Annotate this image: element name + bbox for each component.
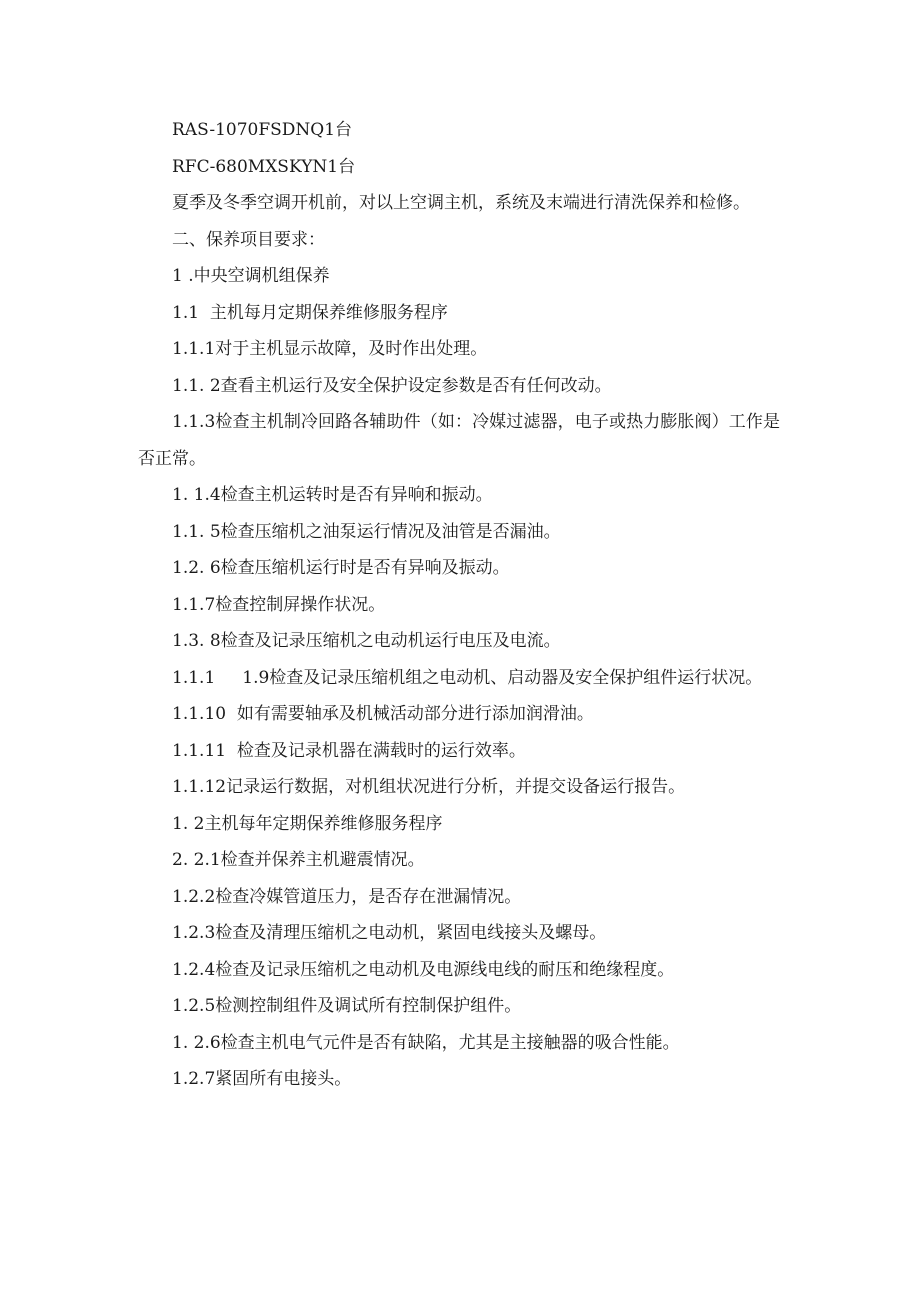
list-item: 1.1. 5检查压缩机之油泵运行情况及油管是否漏油。 [172, 521, 561, 542]
subsection-heading-yearly: 1. 2主机每年定期保养维修服务程序 [172, 813, 443, 834]
list-item: 1.1.10 如有需要轴承及机械活动部分进行添加润滑油。 [172, 704, 594, 724]
list-item: 1.1.3检查主机制冷回路各辅助件（如：冷媒过滤器，电子或热力膨胀阀）工作是否正常。 [138, 412, 780, 469]
paragraph-intro: 夏季及冬季空调开机前，对以上空调主机，系统及末端进行清洗保养和检修。 [172, 193, 750, 213]
list-item: 1.1. 2查看主机运行及安全保护设定参数是否有任何改动。 [172, 375, 612, 396]
list-item: 1.1.7检查控制屏操作状况。 [172, 594, 386, 615]
list-item: 1.1.11 检查及记录机器在满载时的运行效率。 [172, 740, 526, 761]
document-body [138, 112, 780, 1098]
list-item: 1. 2.6检查主机电气元件是否有缺陷，尤其是主接触器的吸合性能。 [172, 1032, 680, 1053]
paragraph-model-rfc: RFC-680MXSKYN1台 [172, 156, 356, 177]
list-item: 1.2.7紧固所有电接头。 [172, 1069, 352, 1089]
list-item: 1.3. 8检查及记录压缩机之电动机运行电压及电流。 [172, 631, 561, 651]
list-item: 1.2.3检查及清理压缩机之电动机，紧固电线接头及螺母。 [172, 923, 607, 943]
list-item: 1.2. 6检查压缩机运行时是否有异响及振动。 [172, 558, 510, 578]
subsection-heading-monthly: 1.1 主机每月定期保养维修服务程序 [172, 302, 448, 323]
list-item: 1.2.5检测控制组件及调试所有控制保护组件。 [172, 996, 522, 1016]
list-item: 2. 2.1检查并保养主机避震情况。 [172, 850, 425, 870]
section-heading: 二、保养项目要求： [172, 229, 325, 250]
list-item: 1.2.2检查冷媒管道压力，是否存在泄漏情况。 [172, 886, 522, 907]
list-item: 1.1.1 1.9检查及记录压缩机组之电动机、启动器及安全保护组件运行状况。 [172, 667, 763, 688]
list-item: 1. 1.4检查主机运转时是否有异响和振动。 [172, 485, 493, 505]
list-item: 1.2.4检查及记录压缩机之电动机及电源线电线的耐压和绝缘程度。 [172, 959, 675, 980]
list-item: 1.1.1对于主机显示故障，及时作出处理。 [172, 339, 488, 359]
paragraph-model-ras: RAS-1070FSDNQ1台 [172, 120, 353, 140]
list-item: 1.1.12记录运行数据，对机组状况进行分析，并提交设备运行报告。 [172, 777, 686, 797]
subsection-heading: 1 .中央空调机组保养 [172, 266, 330, 286]
